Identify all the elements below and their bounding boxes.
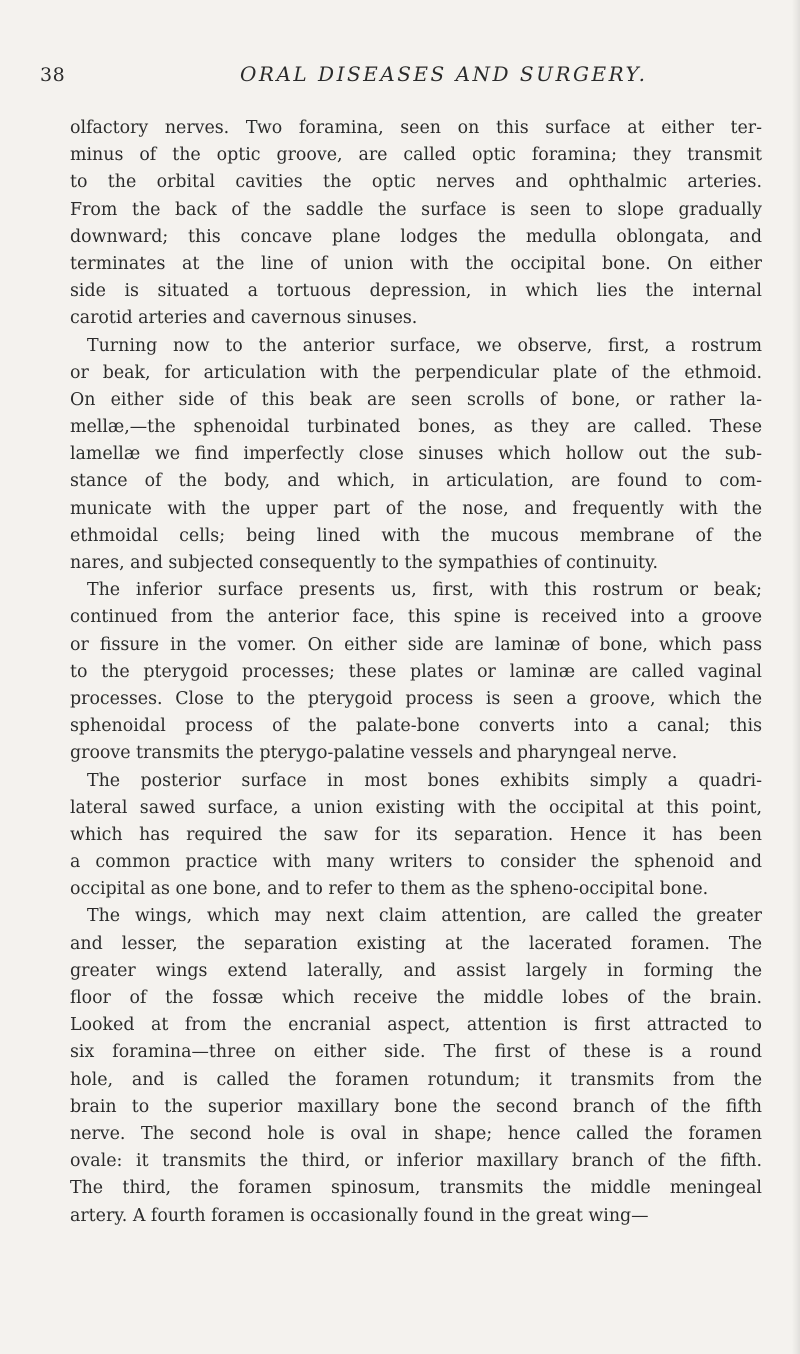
text-line: The posterior surface in most bones exhibits simply a quadri-	[87, 770, 762, 791]
text-line: occipital as one bone, and to refer to them as the spheno-occipital bone.	[70, 879, 709, 900]
running-title: ORAL DISEASES AND SURGERY.	[240, 62, 648, 86]
text-line: Looked at from the encranial aspect, attention is first attracted to	[70, 1015, 762, 1036]
text-line: groove transmits the pterygo-palatine vessels and pharyngeal nerve.	[70, 743, 678, 764]
text-line: to the orbital cavities the optic nerves and ophthalmic arteries.	[70, 172, 762, 193]
text-line: six foramina—three on either side. The first of these is a round	[70, 1042, 762, 1063]
text-line: or fissure in the vomer. On either side are laminæ of bone, which pass	[70, 634, 762, 655]
text-line: continued from the anterior face, this spine is received into a groove	[70, 607, 762, 628]
text-line: brain to the superior maxillary bone the second branch of the fifth	[70, 1096, 762, 1117]
text-line: olfactory nerves. Two foramina, seen on this surface at either ter-	[70, 118, 762, 138]
text-line: ethmoidal cells; being lined with the mucous membrane of the	[70, 525, 762, 546]
text-line: From the back of the saddle the surface is seen to slope gradually	[70, 199, 762, 220]
text-line: mellæ,—the sphenoidal turbinated bones, as they are called. These	[70, 417, 762, 438]
text-line: which has required the saw for its separation. Hence it has been	[70, 824, 762, 845]
text-line: a common practice with many writers to consider the sphenoid and	[70, 852, 762, 873]
text-line: processes. Close to the pterygoid process is seen a groove, which the	[70, 688, 762, 709]
text-line: stance of the body, and which, in articulation, are found to com-	[70, 471, 762, 492]
page-edge-shadow	[792, 0, 800, 1354]
text-line: municate with the upper part of the nose, and frequently with the	[70, 498, 762, 519]
text-line: greater wings extend laterally, and assist largely in forming the	[70, 960, 762, 981]
text-line: The inferior surface presents us, first, with this rostrum or beak;	[87, 580, 762, 601]
text-line: On either side of this beak are seen scrolls of bone, or rather la-	[70, 389, 762, 410]
text-line: and lesser, the separation existing at the lacerated foramen. The	[70, 933, 762, 954]
text-line: downward; this concave plane lodges the medulla oblongata, and	[70, 226, 762, 247]
text-line: to the pterygoid processes; these plates or laminæ are called vaginal	[70, 661, 762, 682]
text-line: nerve. The second hole is oval in shape; hence called the foramen	[70, 1123, 762, 1144]
text-line: sphenoidal process of the palate-bone converts into a canal; this	[70, 716, 762, 737]
text-line: The wings, which may next claim attention, are called the greater	[87, 906, 762, 927]
text-line: ovale: it transmits the third, or inferior maxillary branch of the fifth.	[70, 1151, 762, 1172]
text-line: side is situated a tortuous depression, in which lies the internal	[70, 281, 762, 302]
text-line: carotid arteries and cavernous sinuses.	[70, 308, 418, 329]
text-line: The third, the foramen spinosum, transmits the middle meningeal	[70, 1178, 762, 1199]
text-line: nares, and subjected consequently to the sympathies of continuity.	[70, 553, 658, 573]
text-line: lamellæ we find imperfectly close sinuses which hollow out the sub-	[70, 444, 762, 465]
text-line: floor of the fossæ which receive the middle lobes of the brain.	[70, 988, 762, 1008]
text-line: minus of the optic groove, are called optic foramina; they transmit	[70, 145, 762, 166]
text-line: terminates at the line of union with the occipital bone. On either	[70, 253, 762, 274]
text-line: Turning now to the anterior surface, we observe, first, a rostrum	[87, 335, 762, 356]
body-text	[70, 115, 762, 1230]
text-line: artery. A fourth foramen is occasionally found in the great wing—	[70, 1205, 649, 1226]
text-line: hole, and is called the foramen rotundum; it transmits from the	[70, 1069, 762, 1090]
page-number: 38	[40, 64, 66, 86]
text-line: or beak, for articulation with the perpendicular plate of the ethmoid.	[70, 362, 762, 383]
text-line: lateral sawed surface, a union existing with the occipital at this point,	[70, 797, 762, 818]
